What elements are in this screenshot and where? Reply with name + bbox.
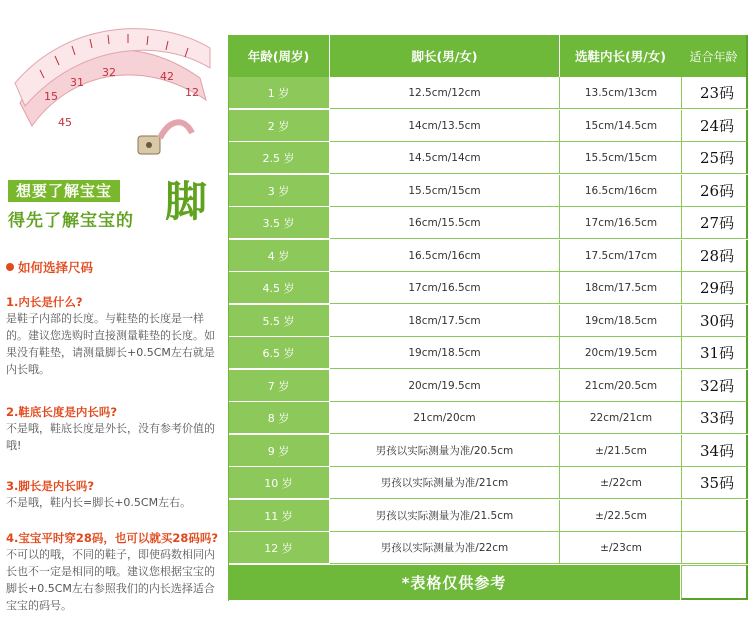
qa-answer-3: 不是哦，鞋内长=脚长+0.5CM左右。: [6, 496, 192, 509]
inner-length-cell: ±/21.5cm: [560, 435, 682, 467]
inner-length-cell: ±/22cm: [560, 467, 682, 499]
inner-length-cell: 18cm/17.5cm: [560, 272, 682, 304]
svg-text:45: 45: [58, 116, 72, 129]
inner-length-cell: 16.5cm/16cm: [560, 175, 682, 207]
age-cell: 8 岁: [228, 402, 330, 434]
foot-length-cell: 男孩以实际测量为准/21cm: [330, 467, 560, 499]
svg-text:12: 12: [185, 86, 199, 99]
inner-length-cell: 13.5cm/13cm: [560, 77, 682, 109]
age-cell: 9 岁: [228, 435, 330, 467]
inner-length-cell: 15.5cm/15cm: [560, 142, 682, 174]
size-cell: [681, 500, 748, 532]
size-cell: 27码: [681, 207, 748, 239]
qa-question-2: 2.鞋底长度是内长吗?: [6, 405, 118, 419]
age-cell: 7 岁: [228, 370, 330, 402]
foot-length-cell: 男孩以实际测量为准/22cm: [330, 532, 560, 564]
header-size: 适合年龄: [681, 35, 748, 77]
bullet-icon: [6, 263, 14, 271]
size-cell: 34码: [681, 435, 748, 467]
foot-length-cell: 16.5cm/16cm: [330, 240, 560, 272]
inner-length-cell: 17cm/16.5cm: [560, 207, 682, 239]
age-cell: 6.5 岁: [228, 337, 330, 369]
foot-length-cell: 12.5cm/12cm: [330, 77, 560, 109]
left-panel: [0, 0, 226, 631]
foot-length-cell: 男孩以实际测量为准/21.5cm: [330, 500, 560, 532]
qa-question-3: 3.脚长是内长吗?: [6, 479, 95, 493]
age-cell: 11 岁: [228, 500, 330, 532]
svg-text:32: 32: [102, 66, 116, 79]
size-cell: 32码: [681, 370, 748, 402]
size-cell: 30码: [681, 305, 748, 337]
foot-length-cell: 18cm/17.5cm: [330, 305, 560, 337]
size-cell: 35码: [681, 467, 748, 499]
foot-length-cell: 16cm/15.5cm: [330, 207, 560, 239]
foot-length-cell: 14.5cm/14cm: [330, 142, 560, 174]
foot-length-cell: 男孩以实际测量为准/20.5cm: [330, 435, 560, 467]
header-inner-length: 选鞋内长(男/女): [560, 35, 682, 77]
qa-answer-4: 不可以的哦，不同的鞋子，即使码数相同内长也不一定是相同的哦。建议您根据宝宝的脚长+0.5CM左右参照我们的内长选择适合宝宝的码号。: [6, 548, 215, 612]
svg-text:42: 42: [160, 70, 174, 83]
age-cell: 2.5 岁: [228, 142, 330, 174]
header-foot-length: 脚长(男/女): [330, 35, 560, 77]
size-cell: 25码: [681, 142, 748, 174]
foot-length-cell: 17cm/16.5cm: [330, 272, 560, 304]
inner-length-cell: 15cm/14.5cm: [560, 110, 682, 142]
foot-length-cell: 20cm/19.5cm: [330, 370, 560, 402]
size-cell: 24码: [681, 110, 748, 142]
inner-length-cell: ±/23cm: [560, 532, 682, 564]
age-cell: 4 岁: [228, 240, 330, 272]
table-footer-size-cell: [681, 565, 748, 600]
age-cell: 2 岁: [228, 110, 330, 142]
measuring-tape-icon: [10, 8, 215, 168]
size-cell: 33码: [681, 402, 748, 434]
age-cell: 5.5 岁: [228, 305, 330, 337]
qa-answer-1: 是鞋子内部的长度。与鞋垫的长度是一样的。建议您选购时直接测量鞋垫的长度。如果没有鞋垫，请测量脚长+0.5CM左右就是内长哦。: [6, 312, 215, 376]
headline: [0, 172, 226, 232]
headline-line1: 想要了解宝宝: [8, 180, 120, 202]
table-footer-note: *表格仅供参考: [228, 565, 680, 600]
inner-length-cell: ±/22.5cm: [560, 500, 682, 532]
age-cell: 3 岁: [228, 175, 330, 207]
size-cell: 28码: [681, 240, 748, 272]
size-cell: 29码: [681, 272, 748, 304]
inner-length-cell: 22cm/21cm: [560, 402, 682, 434]
foot-length-cell: 15.5cm/15cm: [330, 175, 560, 207]
size-cell: 31码: [681, 337, 748, 369]
inner-length-cell: 21cm/20.5cm: [560, 370, 682, 402]
header-age: 年龄(周岁): [228, 35, 330, 77]
qa-answer-2: 不是哦，鞋底长度是外长，没有参考价值的哦!: [6, 422, 215, 452]
inner-length-cell: 17.5cm/17cm: [560, 240, 682, 272]
age-cell: 12 岁: [228, 532, 330, 564]
qa-question-1: 1.内长是什么?: [6, 295, 83, 309]
qa-question-4: 4.宝宝平时穿28码，也可以就买28码吗?: [6, 531, 219, 545]
headline-big-char: 脚: [165, 177, 208, 226]
age-cell: 1 岁: [228, 77, 330, 109]
age-cell: 10 岁: [228, 467, 330, 499]
age-cell: 3.5 岁: [228, 207, 330, 239]
svg-text:15: 15: [44, 90, 58, 103]
foot-length-cell: 14cm/13.5cm: [330, 110, 560, 142]
inner-length-cell: 19cm/18.5cm: [560, 305, 682, 337]
headline-line2: 得先了解宝宝的: [8, 211, 134, 231]
foot-length-cell: 19cm/18.5cm: [330, 337, 560, 369]
foot-length-cell: 21cm/20cm: [330, 402, 560, 434]
age-cell: 4.5 岁: [228, 272, 330, 304]
size-cell: 23码: [681, 77, 748, 109]
howto-title: 如何选择尺码: [6, 258, 93, 276]
size-cell: 26码: [681, 175, 748, 207]
inner-length-cell: 20cm/19.5cm: [560, 337, 682, 369]
size-cell: [681, 532, 748, 564]
svg-text:31: 31: [70, 76, 84, 89]
